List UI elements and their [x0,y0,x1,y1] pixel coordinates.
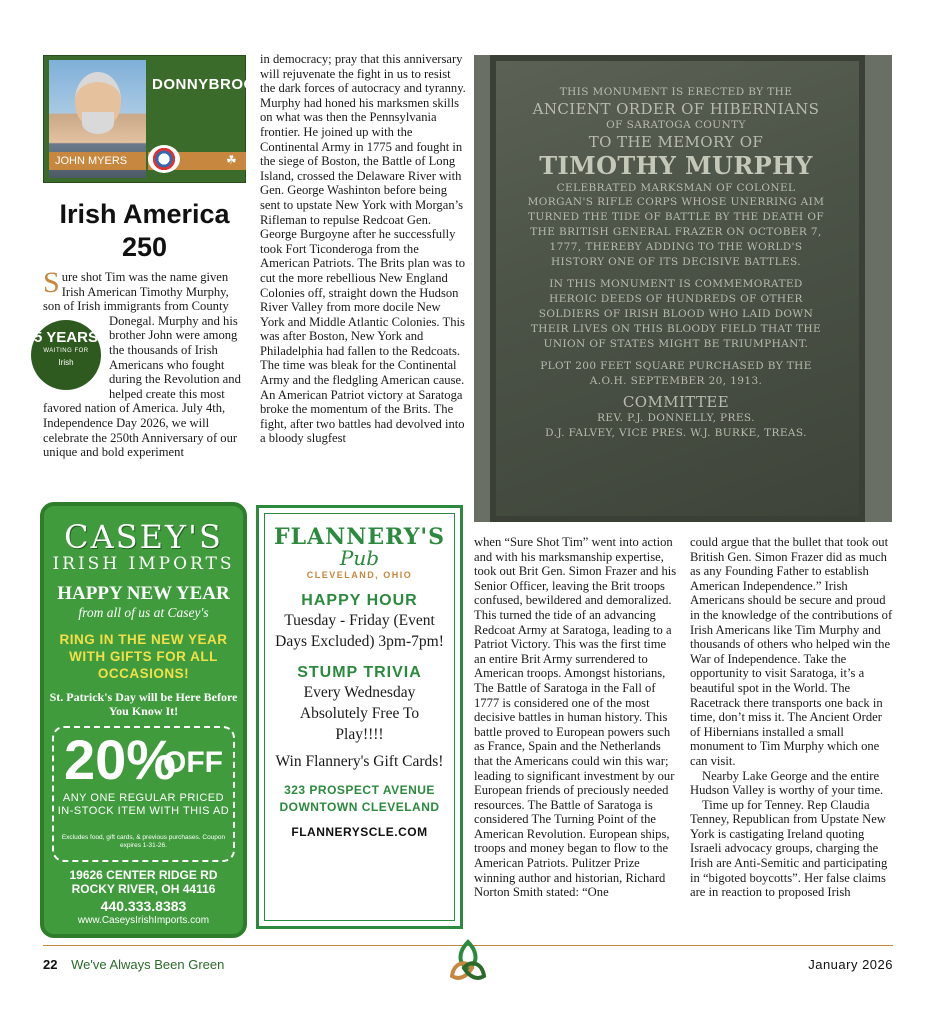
caseys-tagline: RING IN THE NEW YEAR WITH GIFTS FOR ALL OCCASIONS! [59,632,228,681]
column-name: DONNYBROOK [152,76,268,93]
caseys-stpatricks-note: St. Patrick's Day will be Here Before You Know It! [49,690,238,718]
flannerys-city: CLEVELAND, OHIO [306,570,413,580]
badge-line-1: 5 YEARS [34,328,98,346]
author-name: JOHN MYERS [49,152,146,170]
author-beard [82,112,114,134]
plaque-line: TO THE MEMORY OF [588,132,764,151]
caseys-greeting: from all of us at Casey's [78,605,209,620]
caseys-coupon[interactable] [52,726,235,862]
plaque-title: TIMOTHY MURPHY [539,150,813,180]
caseys-subtitle: IRISH IMPORTS [52,554,235,574]
plaque-paragraph: IN THIS MONUMENT IS COMMEMORATED HEROIC DEEDS OF HUNDREDS OF OTHER SOLDIERS OF IRISH BLOOD WHO LAID DOWN THEIR LIVES ON THIS BLOODY FIELD THAT THE UNION OF STATES MIGHT BE TRIUMPHANT. [530,278,822,350]
badge-line-3: Irish [58,357,74,367]
article-text-run: ure shot Tim was the name given Irish American Timothy Murphy, son of Irish immigrants from County Donegal. Murphy and [43,270,229,328]
caseys-irish-imports-ad[interactable] [40,502,247,938]
caseys-happy-new-year: HAPPY NEW YEAR [57,583,230,604]
coupon-percent: 20% [64,728,177,791]
gift-card-text: Win Flannery's Gift Cards! [275,753,444,770]
article-column-3: when “Sure Shot Tim” went into action and with his marksmanship expertise, took out Brit Gen. Simon Frazer and his Senior Officer, leaving the Brit troops confused, bewildered and demoralized. This turned the tide of an advancing Redcoat Army at Saratoga, leading to a Patriot Victory. This was the first time an entire Brit Army surrendered to American troops. Amongst historians, The Battle of Saratoga in the Fall of 1777 is considered one of the most decisive battles in human history. This battle proved to European powers such as France, Spain and the Netherlands that the Americans could win this war; leading to significant investment by our European friends of preciously needed resources. The Battle of Saratoga is considered The Turning Point of the American Revolution. European ships, troops and money began to flow to the American Patriots. Pulitzer Prize winning author and historian, Richard Norton Smith stated: “One [474,535,677,900]
celtic-knot-icon: ☘ [226,153,237,167]
happy-hour-text: Tuesday - Friday (Event Days Excluded) 3pm-7pm! [275,612,444,650]
monument-photo [474,55,892,522]
caseys-address-line-2: ROCKY RIVER, OH 44116 [71,882,216,896]
caseys-phone[interactable]: 440.333.8383 [100,898,187,914]
plaque-paragraph: CELEBRATED MARKSMAN OF COLONEL MORGAN'S RIFLE CORPS WHOSE UNERRING AIM TURNED THE TIDE OF BATTLE BY THE DEATH OF THE BRITISH GENERAL FRAZER ON OCTOBER 7, 1777, THEREBY ADDING TO THE WORLD'S HISTORY ONE OF ITS DECISIVE BATTLES. [527,181,825,268]
issue-date: January 2026 [808,957,893,972]
article-column-2: in democracy; pray that this anniversary will rejuvenate the fight in us to resist the dark forces of autocracy and tyranny. Murphy had honed his marksmen skills on what was then the Pennsylvania frontier. He joined up with the Continental Army in 1775 and fought in the siege of Boston, the Battle of Long Island, crossed the Delaware River with Gen. George Washinton before being sent to upstate New York with Morgan’s Rifleman to repulse Redcoat Gen. George Burgoyne after he successfully took Fort Ticonderoga from the American Patriots. The Brits plan was to cut the more rebellious New England Colonies off, straight down the Hudson River Valley from more docile New York and Middle Atlantic Colonies. This was after Boston, New York and Philadelphia had fallen to the Redcoats. The time was bleak for the Continental Army and the fledgling American cause. An American Patriot victory at Saratoga broke the momentum of the Brits. The fight, after two battles had devolved into a bloody slugfest [260,52,466,446]
article-text-1 [34,266,241,460]
five-years-badge-circle [31,320,101,390]
celtic-trinity-knot-icon [446,938,490,986]
plaque-line: COMMITTEE [622,392,730,411]
footer-left [43,957,224,972]
column-byline-box [43,55,268,183]
plaque-paragraph: PLOT 200 FEET SQUARE PURCHASED BY THE A.O.H. SEPTEMBER 20, 1913. [540,360,812,388]
flags-emblem-icon [148,145,180,173]
caseys-website-link[interactable]: www.CaseysIrishImports.com [77,915,210,926]
plaque-line: D.J. FALVEY, VICE PRES. W.J. BURKE, TREAS. [545,426,807,439]
coupon-exclusions: Excludes food, gift cards, & previous purchases. Coupon expires 1-31-26. [61,834,226,849]
flannerys-website-link[interactable]: FLANNERYSCLE.COM [291,825,428,839]
article-paragraph: could argue that the bullet that took out British Gen. Simon Frazer did as much as any Founding Father to establish American Independence.” Irish Americans should be secure and proud in the knowledge of the contributions of Irish Americans like Tim Murphy and thousands of others who helped win the War of Independence. Take the opportunity to visit Saratoga, it’s a beautiful spot in the World. The Racetrack there transports one back in time, don’t miss it. The Ancient Order of Hibernians installed a small monument to Tim Murphy which one can visit. [690,535,893,768]
coupon-terms: ANY ONE REGULAR PRICED IN-STOCK ITEM WITH THIS AD [57,792,230,817]
flannerys-pub-ad[interactable] [256,505,463,929]
plaque-line: REV. P.J. DONNELLY, PRES. [597,411,755,424]
flannerys-inner-border [264,513,455,921]
caseys-address-line-1: 19626 CENTER RIDGE RD [69,868,218,882]
five-years-badge [31,320,103,392]
plaque-line: THIS MONUMENT IS ERECTED BY THE [559,86,793,98]
article-column-1 [34,266,246,460]
drop-cap: S [43,266,60,299]
trivia-text: Every Wednesday Absolutely Free To Play!!!! [299,684,420,743]
flannerys-address-line-1: 323 PROSPECT AVENUE [284,783,435,797]
caseys-logo: CASEY'S [64,518,223,556]
article-paragraph: Time up for Tenney. Rep Claudia Tenney, Republican from Upstate New York is castigating Ireland quoting Israeli advocacy groups, charging the Irish are Anti-Semitic and participating in “bigoted boycotts”. Her false claims are in reaction to proposed Irish [690,797,888,900]
footer-tagline: We've Always Been Green [71,957,225,972]
coupon-off: OFF [163,746,223,779]
flannerys-address-line-2: DOWNTOWN CLEVELAND [279,800,440,814]
plaque-line: ANCIENT ORDER OF HIBERNIANS [532,99,820,118]
monument-plaque [490,55,865,522]
article-column-4 [690,535,893,900]
article-headline: Irish America 250 [59,199,230,262]
article-text-run: his brother John were among the thousands of Irish Americans who fought during the Revolution and helped create this most favored nation of America. July 4th, Independence Day 2026, we will celebrate the 250th Anniversary of our unique and bold experiment [43,313,241,460]
badge-line-2: WAITING FOR [43,347,89,354]
happy-hour-title: HAPPY HOUR [301,592,418,609]
article-paragraph: Nearby Lake George and the entire Hudson Valley is worthy of your time. [690,768,884,798]
flannerys-name: FLANNERY'S [273,524,446,550]
plaque-line: OF SARATOGA COUNTY [606,118,746,131]
trivia-title: STUMP TRIVIA [297,664,422,681]
plaque-inscription [526,85,826,441]
flannerys-pub-script: Pub [339,546,380,570]
page-number: 22 [43,957,58,972]
